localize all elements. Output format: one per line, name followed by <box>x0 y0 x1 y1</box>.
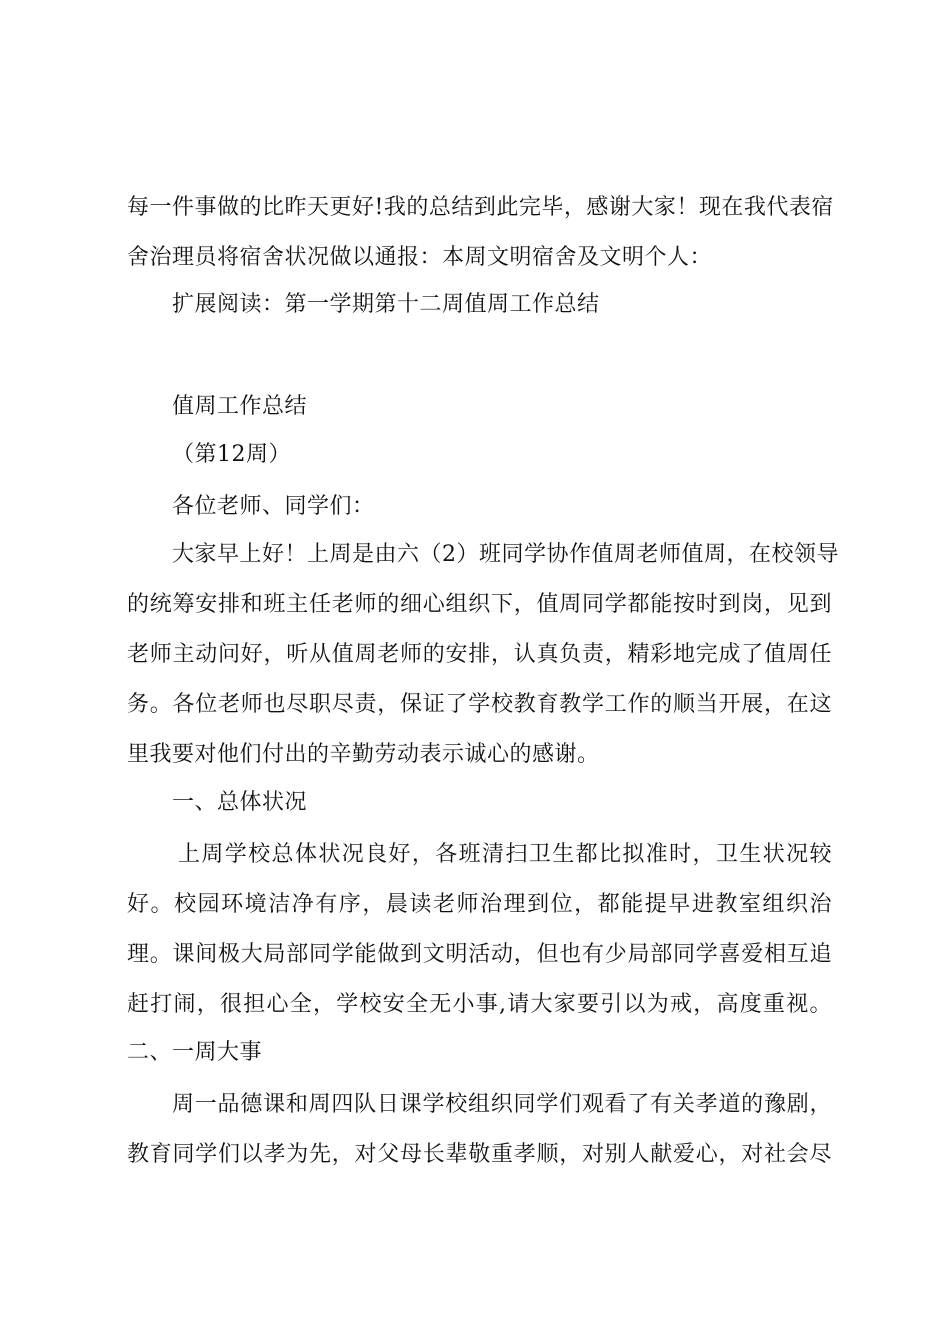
text-line-18: 周一品德课和周四队日课学校组织同学们观看了有关孝道的豫剧， <box>172 1092 832 1117</box>
text-line-15: 理。课间极大局部同学能做到文明活动，但也有少局部同学喜爱相互追 <box>127 942 832 967</box>
salutation: 各位老师、同学们： <box>172 494 375 519</box>
section-heading-1: 一、总体状况 <box>172 790 308 815</box>
extended-reading-line: 扩展阅读：第一学期第十二周值周工作总结 <box>172 292 600 317</box>
text-line-13: 上周学校总体状况良好，各班清扫卫生都比拟准时，卫生状况较 <box>178 842 832 867</box>
text-line-1: 每一件事做的比昨天更好!我的总结到此完毕，感谢大家！现在我代表宿 <box>127 195 834 220</box>
text-line-2: 舍治理员将宿舍状况做以通报：本周文明宿舍及文明个人： <box>127 245 713 270</box>
section-heading-2: 二、一周大事 <box>127 1040 263 1065</box>
text-line-19: 教育同学们以孝为先，对父母长辈敬重孝顺，对别人献爱心，对社会尽 <box>127 1142 832 1167</box>
text-line-10: 务。各位老师也尽职尽责，保证了学校教育教学工作的顺当开展，在这 <box>127 692 832 717</box>
document-title: 值周工作总结 <box>172 394 308 419</box>
text-line-14: 好。校园环境洁净有序，晨读老师治理到位，都能提早进教室组织治 <box>127 892 832 917</box>
week-number: （第12周） <box>172 442 291 467</box>
text-line-9: 老师主动问好，听从值周老师的安排，认真负责，精彩地完成了值周任 <box>127 642 832 667</box>
text-line-11: 里我要对他们付出的辛勤劳动表示诚心的感谢。 <box>127 742 600 767</box>
text-line-8: 的统筹安排和班主任老师的细心组织下，值周同学都能按时到岗，见到 <box>127 592 832 617</box>
text-line-16: 赶打闹，很担心全，学校安全无小事,请大家要引以为戒，高度重视。 <box>127 992 832 1017</box>
text-line-7: 大家早上好！上周是由六（2）班同学协作值周老师值周，在校领导 <box>172 542 839 567</box>
